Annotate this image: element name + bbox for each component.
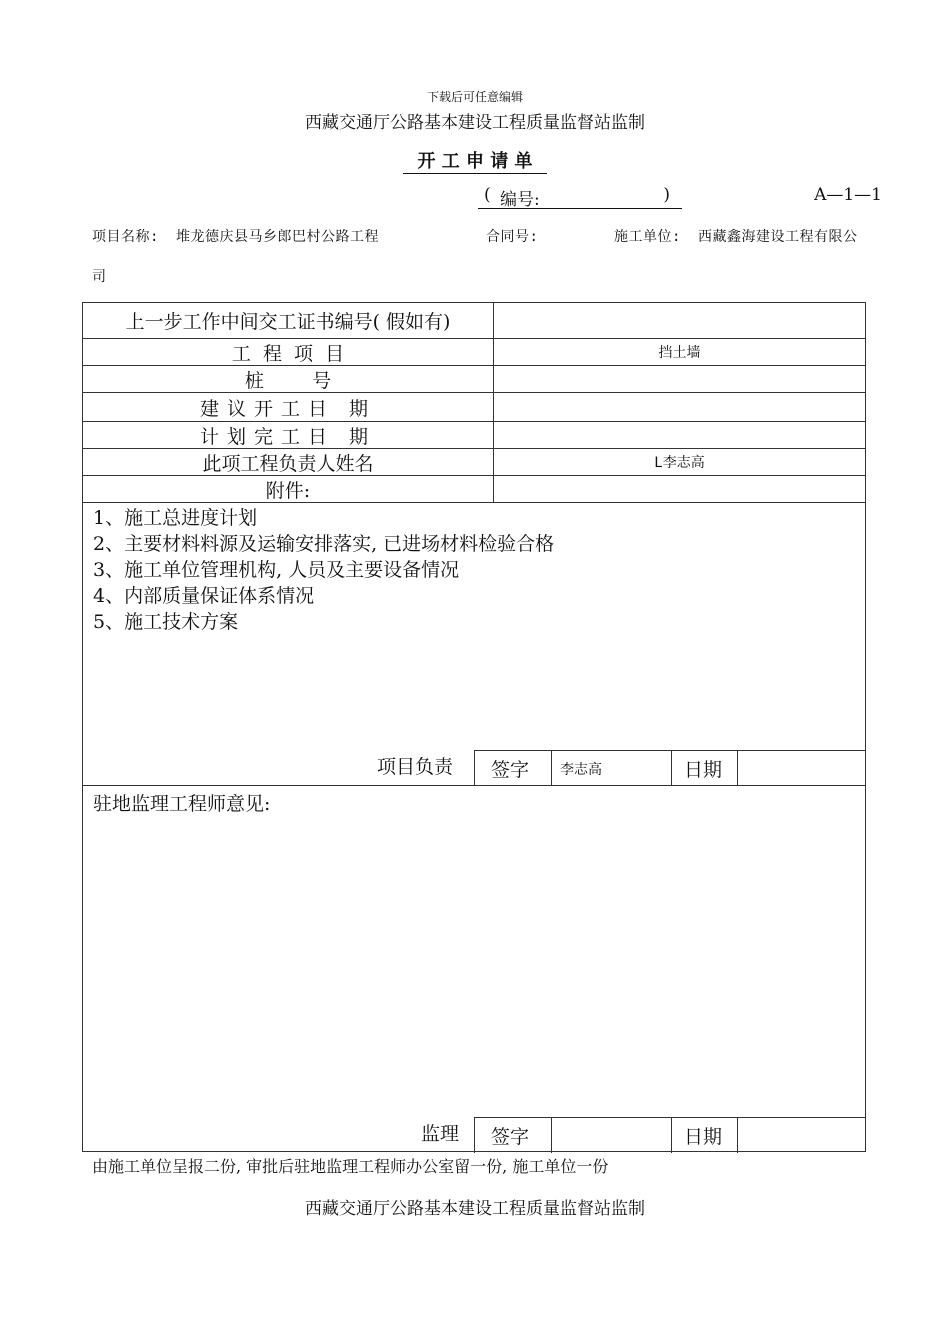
attachment-item: 1、施工总进度计划 — [93, 507, 258, 529]
row-label: 建议开工日 期 — [83, 393, 494, 421]
serial-open-paren: ( — [484, 185, 491, 205]
supervisor-date-field[interactable] — [737, 1117, 865, 1153]
row-responsible-person — [83, 449, 865, 476]
project-label: 项目名称: — [92, 229, 159, 245]
row-planned-finish — [83, 422, 865, 449]
contractor-date-field[interactable] — [737, 750, 865, 786]
project-name: 堆龙德庆县马乡郎巴村公路工程 — [176, 229, 379, 245]
attachment-list-section — [83, 503, 865, 751]
supervisor-signature-row — [83, 1117, 865, 1153]
row-prev-certificate — [83, 303, 865, 339]
row-label: 附件: — [83, 476, 494, 502]
row-label: 桩 号 — [83, 366, 494, 392]
supervisor-opinion-label: 驻地监理工程师意见: — [93, 793, 271, 815]
contractor-name-wrap: 司 — [92, 269, 106, 285]
sign-label-cell: 签字 — [474, 750, 551, 786]
row-value[interactable]: 挡土墙 — [658, 345, 701, 361]
supervisor-opinion-field[interactable] — [91, 823, 857, 1113]
application-form — [82, 302, 866, 1152]
contractor-role-label: 项目负责 — [377, 756, 454, 778]
top-note: 下载后可任意编辑 — [426, 90, 523, 104]
row-label: 工 程 项 目 — [83, 339, 494, 365]
contractor-signature-field[interactable]: 李志高 — [551, 750, 671, 786]
serial-label: 编号: — [500, 190, 540, 210]
attachment-item: 3、施工单位管理机构, 人员及主要设备情况 — [93, 559, 460, 581]
row-value[interactable] — [494, 422, 865, 448]
attachment-list — [93, 505, 554, 635]
attachment-item: 2、主要材料料源及运输安排落实, 已进场材料检验合格 — [93, 533, 555, 555]
serial-number-field[interactable] — [478, 185, 682, 209]
contractor-name: 西藏鑫海建设工程有限公 — [698, 229, 858, 245]
row-proposed-start — [83, 393, 865, 422]
issuer-footer: 西藏交通厅公路基本建设工程质量监督站监制 — [305, 1199, 645, 1219]
row-station — [83, 366, 865, 393]
row-value[interactable] — [494, 476, 865, 502]
form-title-text: 开 工 申 请 单 — [403, 151, 546, 174]
date-label-cell: 日期 — [671, 750, 737, 786]
supervisor-signature-field[interactable] — [551, 1117, 671, 1153]
contractor-signature-row — [83, 750, 865, 786]
contractor-label: 施工单位: — [614, 229, 681, 245]
contract-label: 合同号: — [486, 229, 539, 245]
date-label-cell: 日期 — [671, 1117, 737, 1153]
supervisor-role-label: 监理 — [421, 1123, 460, 1145]
row-value[interactable]: L李志高 — [654, 455, 705, 471]
sign-label-cell: 签字 — [474, 1117, 551, 1153]
attachment-item: 5、施工技术方案 — [93, 611, 239, 633]
row-label: 上一步工作中间交工证书编号( 假如有) — [83, 303, 494, 338]
issuer-header: 西藏交通厅公路基本建设工程质量监督站监制 — [305, 113, 645, 133]
row-value[interactable] — [494, 303, 865, 338]
row-label: 计划完工日 期 — [83, 422, 494, 448]
serial-close-paren: ) — [663, 185, 670, 205]
row-label: 此项工程负责人姓名 — [83, 449, 494, 475]
form-code: A—1—1 — [814, 185, 882, 205]
row-value[interactable] — [494, 393, 865, 421]
row-attachments — [83, 476, 865, 503]
row-value[interactable] — [494, 366, 865, 392]
distribution-note: 由施工单位呈报二份, 审批后驻地监理工程师办公室留一份, 施工单位一份 — [92, 1157, 609, 1176]
form-title — [0, 147, 950, 173]
row-work-item — [83, 339, 865, 366]
attachment-item: 4、内部质量保证体系情况 — [93, 585, 315, 607]
